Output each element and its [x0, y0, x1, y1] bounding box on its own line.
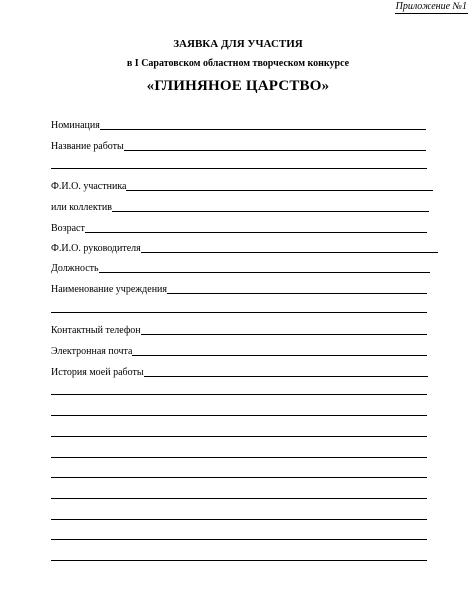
age-label: Возраст	[51, 223, 85, 234]
position-field[interactable]	[51, 261, 430, 274]
position-input-line[interactable]	[99, 272, 430, 273]
history-line[interactable]	[51, 539, 427, 540]
history-line[interactable]	[51, 477, 427, 478]
phone-label: Контактный телефон	[51, 325, 141, 336]
institution-label: Наименование учреждения	[51, 284, 168, 295]
history-line[interactable]	[51, 415, 427, 416]
history-field[interactable]	[51, 365, 428, 378]
participant-label: Ф.И.О. участника	[51, 181, 127, 192]
nomination-field[interactable]	[51, 118, 426, 131]
collective-label: или коллектив	[51, 202, 113, 213]
collective-field[interactable]	[51, 200, 429, 213]
email-field[interactable]	[51, 344, 427, 357]
participant-field[interactable]	[51, 179, 433, 192]
form-subtitle: в I Саратовском областном творческом конкурсе	[126, 58, 350, 69]
work-title-continuation-line[interactable]	[51, 168, 427, 169]
history-line[interactable]	[51, 519, 427, 520]
history-line[interactable]	[51, 394, 427, 395]
nomination-input-line[interactable]	[100, 129, 426, 130]
appendix-label: Приложение №1	[395, 1, 467, 12]
form-title: ЗАЯВКА ДЛЯ УЧАСТИЯ	[173, 38, 303, 50]
work-title-label: Название работы	[51, 141, 124, 152]
history-line[interactable]	[51, 436, 427, 437]
history-line[interactable]	[51, 560, 427, 561]
contest-name: «ГЛИНЯНОЕ ЦАРСТВО»	[146, 78, 330, 94]
email-input-line[interactable]	[132, 355, 427, 356]
email-label: Электронная почта	[51, 346, 133, 357]
history-input-line[interactable]	[144, 376, 428, 377]
phone-input-line[interactable]	[141, 334, 427, 335]
work-title-field[interactable]	[51, 139, 426, 152]
history-line[interactable]	[51, 457, 427, 458]
institution-input-line[interactable]	[167, 293, 427, 294]
supervisor-field[interactable]	[51, 241, 438, 254]
nomination-label: Номинация	[51, 120, 100, 131]
history-line[interactable]	[51, 498, 427, 499]
supervisor-input-line[interactable]	[141, 252, 438, 253]
institution-continuation-line[interactable]	[51, 312, 427, 313]
phone-field[interactable]	[51, 323, 427, 336]
history-label: История моей работы	[51, 367, 144, 378]
supervisor-label: Ф.И.О. руководителя	[51, 243, 141, 254]
age-input-line[interactable]	[85, 232, 427, 233]
position-label: Должность	[51, 263, 99, 274]
age-field[interactable]	[51, 221, 427, 234]
collective-input-line[interactable]	[112, 211, 429, 212]
participant-input-line[interactable]	[126, 190, 433, 191]
work-title-input-line[interactable]	[124, 150, 426, 151]
institution-field[interactable]	[51, 282, 427, 295]
